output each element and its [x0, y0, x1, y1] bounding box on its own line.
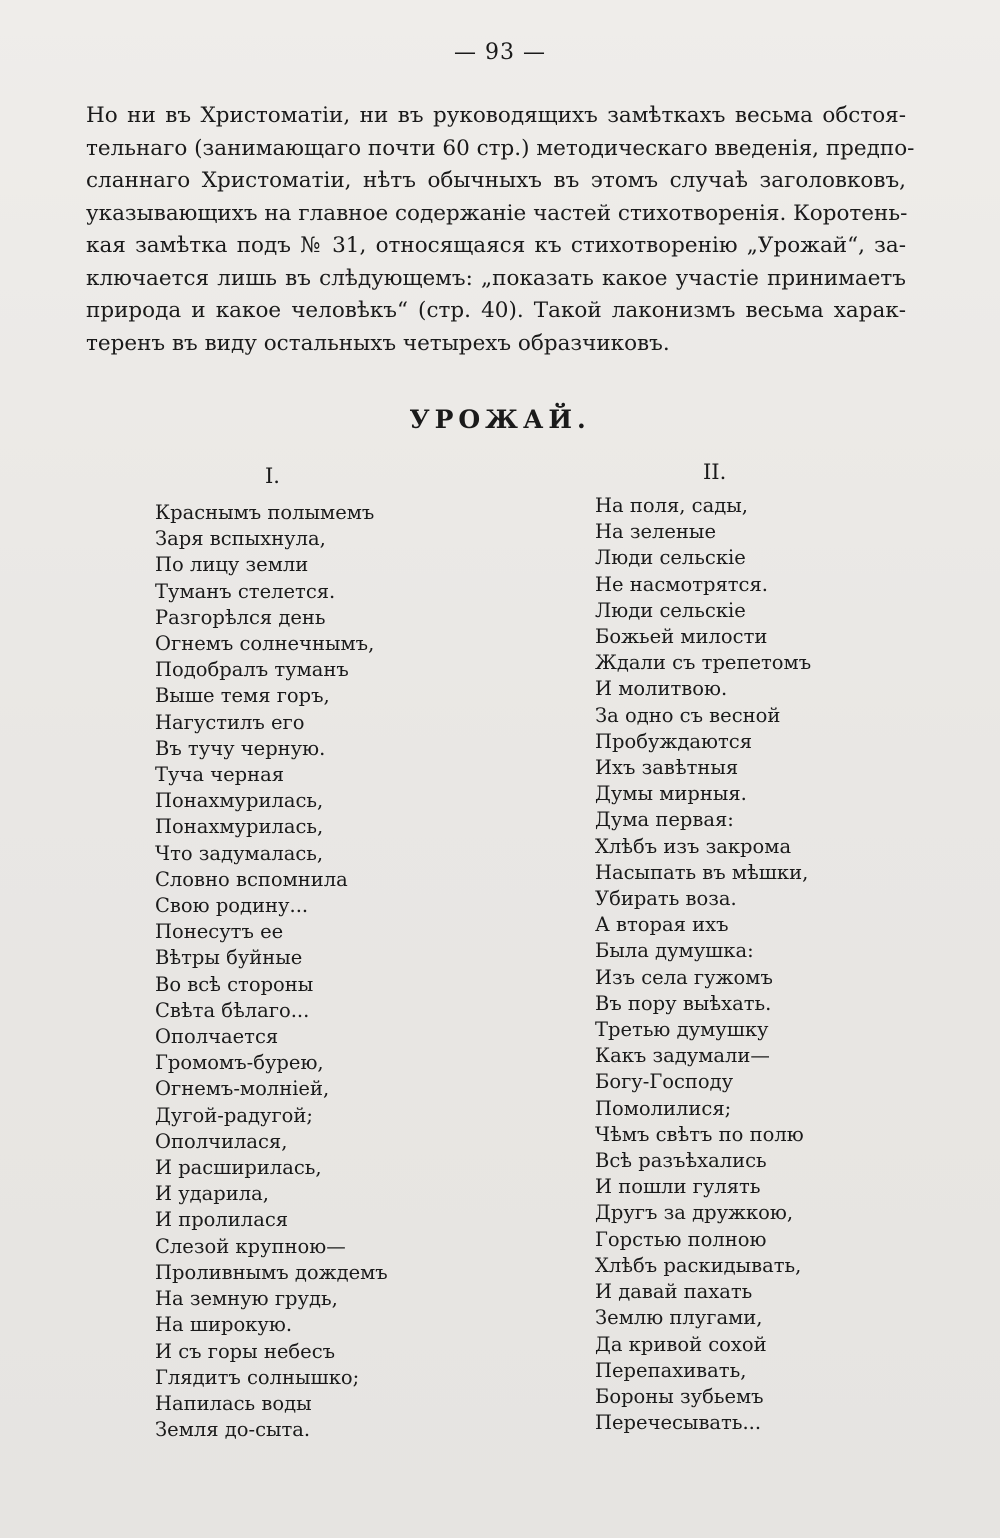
verse-line: На зеленые — [595, 520, 716, 544]
verse-line: Дугой-радугой; — [155, 1103, 313, 1127]
verse-line: Земля до-сыта. — [155, 1418, 311, 1442]
verse-line: Бороны зубьемъ — [595, 1384, 764, 1408]
verse-line: Проливнымъ дождемъ — [155, 1260, 388, 1284]
verse-line: Люди сельскіе — [595, 598, 746, 622]
intro-line: кая замѣтка подъ № 31, относящаяся къ стихотворенію „Урожай“, за- — [86, 233, 906, 258]
verse-line: Въ тучу черную. — [155, 736, 326, 760]
intro-line: природа и какое человѣкъ“ (стр. 40). Такой лаконизмъ весьма харак- — [86, 298, 906, 323]
verse-line: Другъ за дружкою, — [595, 1201, 794, 1225]
verse-line: Въ пору выѣхать. — [595, 991, 772, 1015]
verse-line: И давай пахать — [595, 1280, 753, 1304]
verse-line: Хлѣбъ изъ закрома — [595, 834, 792, 858]
verse-line: За одно съ весной — [595, 703, 781, 727]
intro-line: сланнаго Христоматіи, нѣтъ обычныхъ въ этомъ случаѣ заголовковъ, — [86, 168, 906, 193]
verse-line: Выше темя горъ, — [155, 684, 330, 708]
verse-line: Изъ села гужомъ — [595, 965, 773, 989]
verse-line: Пробуждаются — [595, 729, 752, 753]
intro-line: Но ни въ Христоматіи, ни въ руководящихъ замѣткахъ весьма обстоя- — [86, 103, 906, 128]
verse-line: Словно вспомнила — [155, 867, 348, 891]
verse-line: Краснымъ полымемъ — [155, 501, 375, 524]
verse-line: Ихъ завѣтныя — [595, 756, 739, 780]
part-1-label: I. — [265, 464, 280, 488]
verse-line: Огнемъ-молніей, — [155, 1077, 330, 1101]
verse-line: На земную грудь, — [155, 1287, 338, 1311]
verse-line: Богу-Господу — [595, 1070, 734, 1094]
verse-line: Свою родину... — [155, 894, 309, 918]
verse-line: Ополчается — [155, 1025, 279, 1049]
verse-line: Чѣмъ свѣтъ по полю — [595, 1122, 804, 1146]
verse-line: Третью думушку — [595, 1018, 769, 1042]
verse-line: По лицу земли — [155, 553, 309, 577]
verse-line: И пролилася — [155, 1208, 289, 1232]
intro-line: ключается лишь въ слѣдующемъ: „показать какое участіе принимаетъ — [86, 265, 906, 291]
verse-line: Землю плугами, — [595, 1306, 763, 1330]
verse-line: И молитвою. — [595, 677, 728, 701]
verse-line: Разгорѣлся день — [155, 605, 326, 629]
poem-part-1 — [155, 500, 388, 1443]
verse-line: И расширилась, — [155, 1156, 322, 1180]
page-number: — 93 — — [454, 40, 546, 65]
intro-line: теренъ въ виду остальныхъ четырехъ образчиковъ. — [86, 330, 670, 356]
verse-line: Горстью полною — [595, 1227, 767, 1251]
verse-line: И съ горы небесъ — [155, 1339, 336, 1363]
verse-line: Туча черная — [155, 763, 285, 787]
intro-line: тельнаго (занимающаго почти 60 стр.) методическаго введенія, предпо- — [86, 135, 915, 161]
verse-line: Ополчилася, — [155, 1129, 288, 1153]
verse-line: Во всѣ стороны — [155, 972, 314, 996]
verse-line: Всѣ разъѣхались — [595, 1149, 767, 1173]
verse-line: Насыпать въ мѣшки, — [595, 860, 809, 884]
verse-line: Хлѣбъ раскидывать, — [595, 1253, 802, 1277]
verse-line: Не насмотрятся. — [595, 572, 768, 596]
verse-line: Свѣта бѣлаго... — [155, 998, 310, 1022]
verse-line: Понахмурилась, — [155, 789, 324, 813]
verse-line: А вторая ихъ — [595, 913, 729, 937]
verse-line: Какъ задумали— — [595, 1044, 770, 1068]
verse-line: Думы мирныя. — [595, 782, 747, 806]
verse-line: Огнемъ солнечнымъ, — [155, 632, 375, 656]
verse-line: Была думушка: — [595, 939, 754, 963]
verse-line: Вѣтры буйные — [155, 946, 303, 970]
verse-line: Нагустилъ его — [155, 710, 305, 734]
verse-line: И пошли гулять — [595, 1175, 761, 1199]
verse-line: И ударила, — [155, 1182, 270, 1206]
verse-line: Что задумалась, — [155, 841, 324, 865]
verse-line: Понахмурилась, — [155, 815, 324, 839]
verse-line: Слезой крупною— — [155, 1234, 346, 1258]
poem-part-2 — [595, 493, 811, 1436]
verse-line: Подобралъ туманъ — [155, 658, 349, 682]
part-2-label: II. — [703, 460, 727, 484]
intro-line: указывающихъ на главное содержаніе частей стихотворенія. Коротень- — [86, 200, 908, 226]
verse-line: Заря вспыхнула, — [155, 527, 326, 551]
verse-line: Божьей милости — [595, 625, 768, 649]
verse-line: Понесутъ ее — [155, 920, 284, 944]
verse-line: Громомъ-бурею, — [155, 1051, 324, 1075]
verse-line: Перечесывать... — [595, 1411, 762, 1435]
intro-paragraph — [86, 100, 915, 360]
verse-line: Да кривой сохой — [595, 1332, 767, 1356]
poem-title: УРОЖАЙ. — [409, 405, 591, 434]
verse-line: Глядитъ солнышко; — [155, 1365, 360, 1389]
verse-line: На поля, сады, — [595, 494, 748, 517]
verse-line: На широкую. — [155, 1313, 293, 1337]
verse-line: Перепахивать, — [595, 1358, 747, 1382]
verse-line: Люди сельскіе — [595, 546, 746, 570]
verse-line: Помолилися; — [595, 1096, 732, 1120]
verse-line: Дума первая: — [595, 808, 734, 832]
verse-line: Ждали съ трепетомъ — [595, 651, 812, 675]
verse-line: Убирать воза. — [595, 887, 737, 911]
verse-line: Туманъ стелется. — [155, 579, 336, 603]
verse-line: Напилась воды — [155, 1391, 312, 1415]
